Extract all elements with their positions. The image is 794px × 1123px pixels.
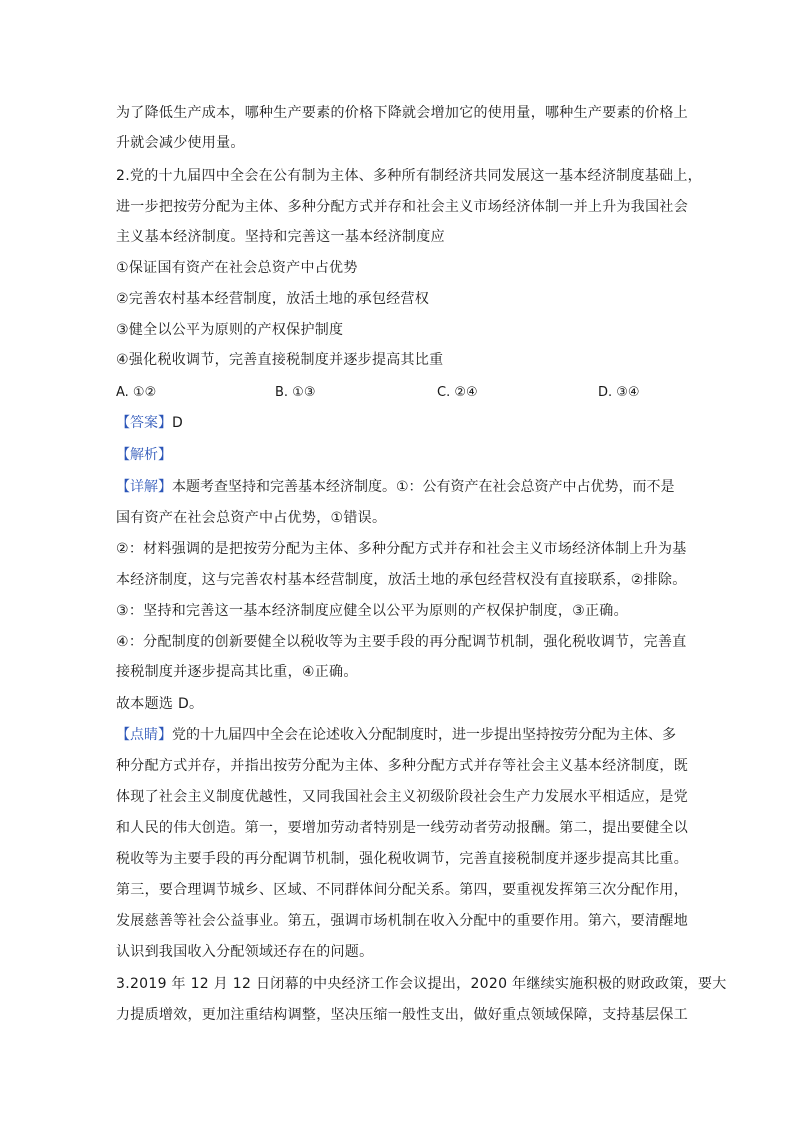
detail-line: 本经济制度，这与完善农村基本经营制度，放活土地的承包经营权没有直接联系，②排除。 — [116, 572, 687, 588]
point-tag: 【点睛】 — [116, 727, 172, 743]
statement-4: ④强化税收调节，完善直接税制度并逐步提高其比重 — [116, 352, 444, 368]
statement-3: ③健全以公平为原则的产权保护制度 — [116, 322, 344, 338]
option-b: B. ①③ — [275, 385, 316, 400]
detail-line: 国有资产在社会总资产中占优势，①错误。 — [116, 510, 387, 526]
detail-tag: 【详解】 — [116, 479, 172, 495]
point-first-line — [116, 725, 676, 745]
answer-value: D — [172, 415, 183, 431]
option-d: D. ③④ — [598, 385, 640, 400]
point-text: 党的十九届四中全会在论述收入分配制度时，进一步提出坚持按劳分配为主体、多 — [172, 727, 676, 743]
detail-line: 接税制度并逐步提高其比重，④正确。 — [116, 664, 358, 680]
answer-tag: 【答案】 — [116, 415, 172, 431]
detail-line: ④：分配制度的创新要健全以税收等为主要手段的再分配调节机制，强化税收调节，完善直 — [116, 634, 687, 650]
analysis-tag: 【解析】 — [116, 447, 172, 463]
question-2-stem: 进一步把按劳分配为主体、多种分配方式并存和社会主义市场经济体制一并上升为我国社会 — [116, 199, 688, 215]
answer-line — [116, 413, 183, 433]
detail-text: 本题考查坚持和完善基本经济制度。①：公有资产在社会总资产中占优势，而不是 — [172, 479, 675, 495]
point-line: 体现了社会主义制度优越性，又同我国社会主义初级阶段社会生产力发展水平相适应，是党 — [116, 789, 688, 805]
question-3-stem: 3.2019 年 12 月 12 日闭幕的中央经济工作会议提出，2020 年继续实施积极的财政政策，要大 — [116, 976, 727, 992]
option-a: A. ①② — [116, 385, 157, 400]
point-line: 认识到我国收入分配领域还存在的问题。 — [116, 944, 374, 960]
detail-line: ②：材料强调的是把按劳分配为主体、多种分配方式并存和社会主义市场经济体制上升为基 — [116, 541, 687, 557]
conclusion-line: 故本题选 D。 — [116, 696, 204, 712]
point-line: 发展慈善等社会公益事业。第五，强调市场机制在收入分配中的重要作用。第六，要清醒地 — [116, 913, 688, 929]
question-2-stem: 主义基本经济制度。坚持和完善这一基本经济制度应 — [116, 229, 445, 245]
point-line: 种分配方式并存，并指出按劳分配为主体、多种分配方式并存等社会主义基本经济制度，既 — [116, 758, 688, 774]
detail-line: ③：坚持和完善这一基本经济制度应健全以公平为原则的产权保护制度，③正确。 — [116, 603, 628, 619]
statement-1: ①保证国有资产在社会总资产中占优势 — [116, 260, 358, 276]
analysis-tag-line — [116, 445, 172, 465]
text-line: 升就会减少使用量。 — [116, 135, 245, 151]
question-2-stem: 2.党的十九届四中全会在公有制为主体、多种所有制经济共同发展这一基本经济制度基础上， — [116, 168, 702, 184]
question-3-stem: 力提质增效，更加注重结构调整，坚决压缩一般性支出，做好重点领域保障，支持基层保工 — [116, 1007, 688, 1023]
point-line: 第三，要合理调节城乡、区域、不同群体间分配关系。第四，要重视发挥第三次分配作用， — [116, 882, 688, 898]
statement-2: ②完善农村基本经营制度，放活土地的承包经营权 — [116, 291, 430, 307]
point-line: 和人民的伟大创造。第一，要增加劳动者特别是一线劳动者劳动报酬。第二，提出要健全以 — [116, 820, 688, 836]
text-line: 为了降低生产成本，哪种生产要素的价格下降就会增加它的使用量，哪种生产要素的价格上 — [116, 105, 688, 121]
point-line: 税收等为主要手段的再分配调节机制，强化税收调节，完善直接税制度并逐步提高其比重。 — [116, 851, 688, 867]
detail-first-line — [116, 477, 675, 497]
option-c: C. ②④ — [437, 385, 478, 400]
